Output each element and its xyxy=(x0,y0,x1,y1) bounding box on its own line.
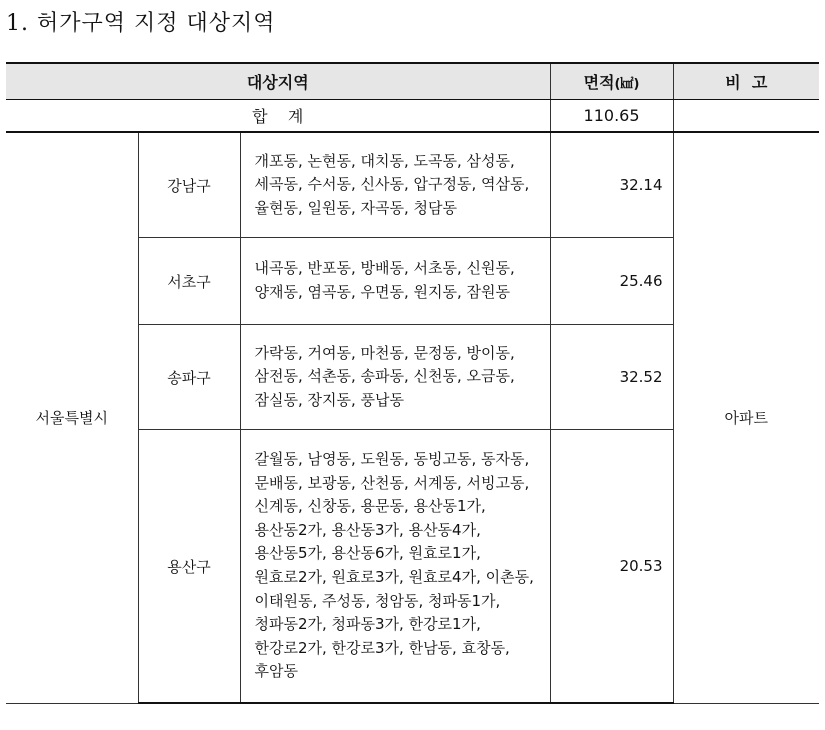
dong-list: 개포동, 논현동, 대치동, 도곡동, 삼성동, 세곡동, 수서동, 신사동, 압구정동, 역삼동, 율현동, 일원동, 자곡동, 청담동 xyxy=(240,132,550,238)
district-name: 송파구 xyxy=(138,325,240,430)
header-note: 비 고 xyxy=(673,63,819,100)
district-name: 강남구 xyxy=(138,132,240,238)
header-region: 대상지역 xyxy=(6,63,550,100)
district-area: 32.14 xyxy=(550,132,673,238)
designation-table xyxy=(6,62,819,704)
total-area: 110.65 xyxy=(550,100,673,133)
header-area xyxy=(550,63,673,100)
total-note xyxy=(673,100,819,133)
dong-list: 가락동, 거여동, 마천동, 문정동, 방이동, 삼전동, 석촌동, 송파동, 신천동, 오금동, 잠실동, 장지동, 풍납동 xyxy=(240,325,550,430)
city-name: 서울특별시 xyxy=(6,132,138,703)
note-value: 아파트 xyxy=(673,132,819,703)
district-area: 20.53 xyxy=(550,430,673,704)
header-area-label: 면적 xyxy=(583,73,615,92)
district-name: 용산구 xyxy=(138,430,240,704)
document-title: 1. 허가구역 지정 대상지역 xyxy=(6,11,276,36)
total-row xyxy=(6,100,819,133)
district-name: 서초구 xyxy=(138,238,240,325)
header-area-unit: (㎢) xyxy=(614,77,640,92)
dong-list: 갈월동, 남영동, 도원동, 동빙고동, 동자동, 문배동, 보광동, 산천동, 서계동, 서빙고동, 신계동, 신창동, 용문동, 용산동1가, 용산동2가, 용산동3가, 용산동4가, 용산동5가, 용산동6가, 원효로1가, 원효로2가, 원효로3가, 원효로4가, 이촌동, 이태원동, 주성동, 청암동, 청파동1가, 청파동2가, 청파동3가, 한강로1가, 한강로2가, 한강로3가, 한남동, 효창동, 후암동 xyxy=(240,430,550,704)
district-area: 25.46 xyxy=(550,238,673,325)
table-header-row xyxy=(6,63,819,100)
total-label: 합 계 xyxy=(6,100,550,133)
table-row xyxy=(6,132,819,238)
dong-list: 내곡동, 반포동, 방배동, 서초동, 신원동, 양재동, 염곡동, 우면동, 원지동, 잠원동 xyxy=(240,238,550,325)
district-area: 32.52 xyxy=(550,325,673,430)
